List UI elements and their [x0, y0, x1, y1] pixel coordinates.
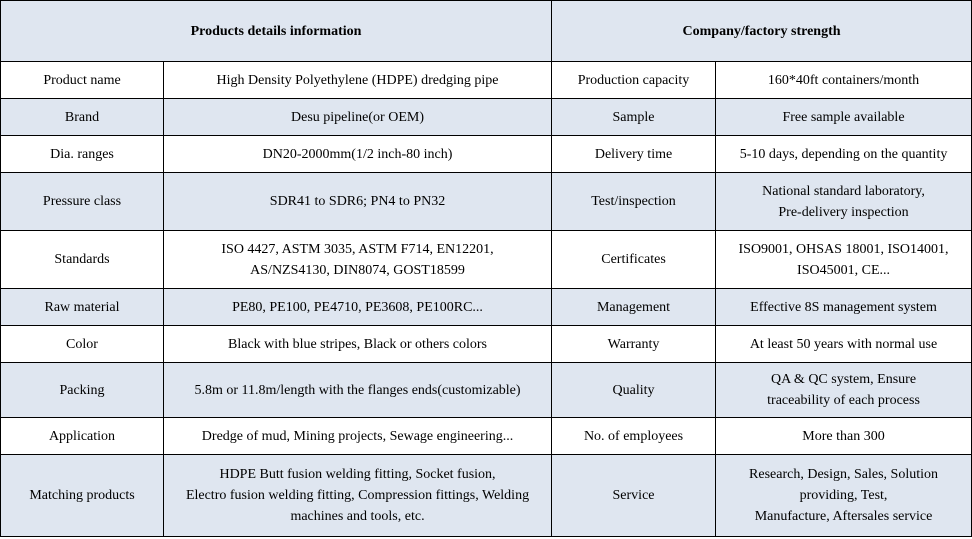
company-attribute-value: ISO9001, OHSAS 18001, ISO14001, ISO45001, CE...	[716, 231, 972, 289]
product-attribute-label: Color	[1, 326, 164, 363]
product-attribute-label: Matching products	[1, 455, 164, 537]
company-attribute-value: National standard laboratory, Pre-delivery inspection	[716, 173, 972, 231]
company-attribute-label: Production capacity	[552, 62, 716, 99]
table-row	[1, 289, 972, 326]
product-attribute-label: Standards	[1, 231, 164, 289]
table-row	[1, 62, 972, 99]
company-attribute-value: Effective 8S management system	[716, 289, 972, 326]
product-attribute-label: Brand	[1, 99, 164, 136]
table-row	[1, 231, 972, 289]
product-attribute-label: Pressure class	[1, 173, 164, 231]
product-attribute-value: Desu pipeline(or OEM)	[164, 99, 552, 136]
header-row	[1, 1, 972, 62]
product-attribute-value: HDPE Butt fusion welding fitting, Socket fusion, Electro fusion welding fitting, Compression fittings, Welding machines and tools, etc.	[164, 455, 552, 537]
company-attribute-value: Research, Design, Sales, Solution providing, Test, Manufacture, Aftersales service	[716, 455, 972, 537]
product-attribute-label: Raw material	[1, 289, 164, 326]
product-attribute-label: Dia. ranges	[1, 136, 164, 173]
product-attribute-value: PE80, PE100, PE4710, PE3608, PE100RC...	[164, 289, 552, 326]
table-row	[1, 455, 972, 537]
company-attribute-label: Delivery time	[552, 136, 716, 173]
table-row	[1, 99, 972, 136]
company-attribute-label: Warranty	[552, 326, 716, 363]
product-attribute-value: High Density Polyethylene (HDPE) dredging pipe	[164, 62, 552, 99]
product-attribute-label: Packing	[1, 363, 164, 418]
company-attribute-label: Sample	[552, 99, 716, 136]
table-row	[1, 173, 972, 231]
company-strength-heading: Company/factory strength	[552, 1, 972, 62]
product-attribute-value: 5.8m or 11.8m/length with the flanges ends(customizable)	[164, 363, 552, 418]
company-attribute-value: QA & QC system, Ensure traceability of each process	[716, 363, 972, 418]
product-attribute-value: Dredge of mud, Mining projects, Sewage engineering...	[164, 418, 552, 455]
product-attribute-label: Product name	[1, 62, 164, 99]
product-attribute-label: Application	[1, 418, 164, 455]
company-attribute-value: 5-10 days, depending on the quantity	[716, 136, 972, 173]
product-attribute-value: SDR41 to SDR6; PN4 to PN32	[164, 173, 552, 231]
company-attribute-label: No. of employees	[552, 418, 716, 455]
company-attribute-label: Management	[552, 289, 716, 326]
product-attribute-value: DN20-2000mm(1/2 inch-80 inch)	[164, 136, 552, 173]
company-attribute-label: Test/inspection	[552, 173, 716, 231]
company-attribute-value: 160*40ft containers/month	[716, 62, 972, 99]
company-attribute-label: Quality	[552, 363, 716, 418]
table-row	[1, 363, 972, 418]
company-attribute-label: Service	[552, 455, 716, 537]
product-attribute-value: Black with blue stripes, Black or others colors	[164, 326, 552, 363]
company-attribute-label: Certificates	[552, 231, 716, 289]
table-row	[1, 326, 972, 363]
company-attribute-value: Free sample available	[716, 99, 972, 136]
company-attribute-value: At least 50 years with normal use	[716, 326, 972, 363]
table-row	[1, 418, 972, 455]
products-details-heading: Products details information	[1, 1, 552, 62]
company-attribute-value: More than 300	[716, 418, 972, 455]
product-attribute-value: ISO 4427, ASTM 3035, ASTM F714, EN12201, AS/NZS4130, DIN8074, GOST18599	[164, 231, 552, 289]
table-row	[1, 136, 972, 173]
